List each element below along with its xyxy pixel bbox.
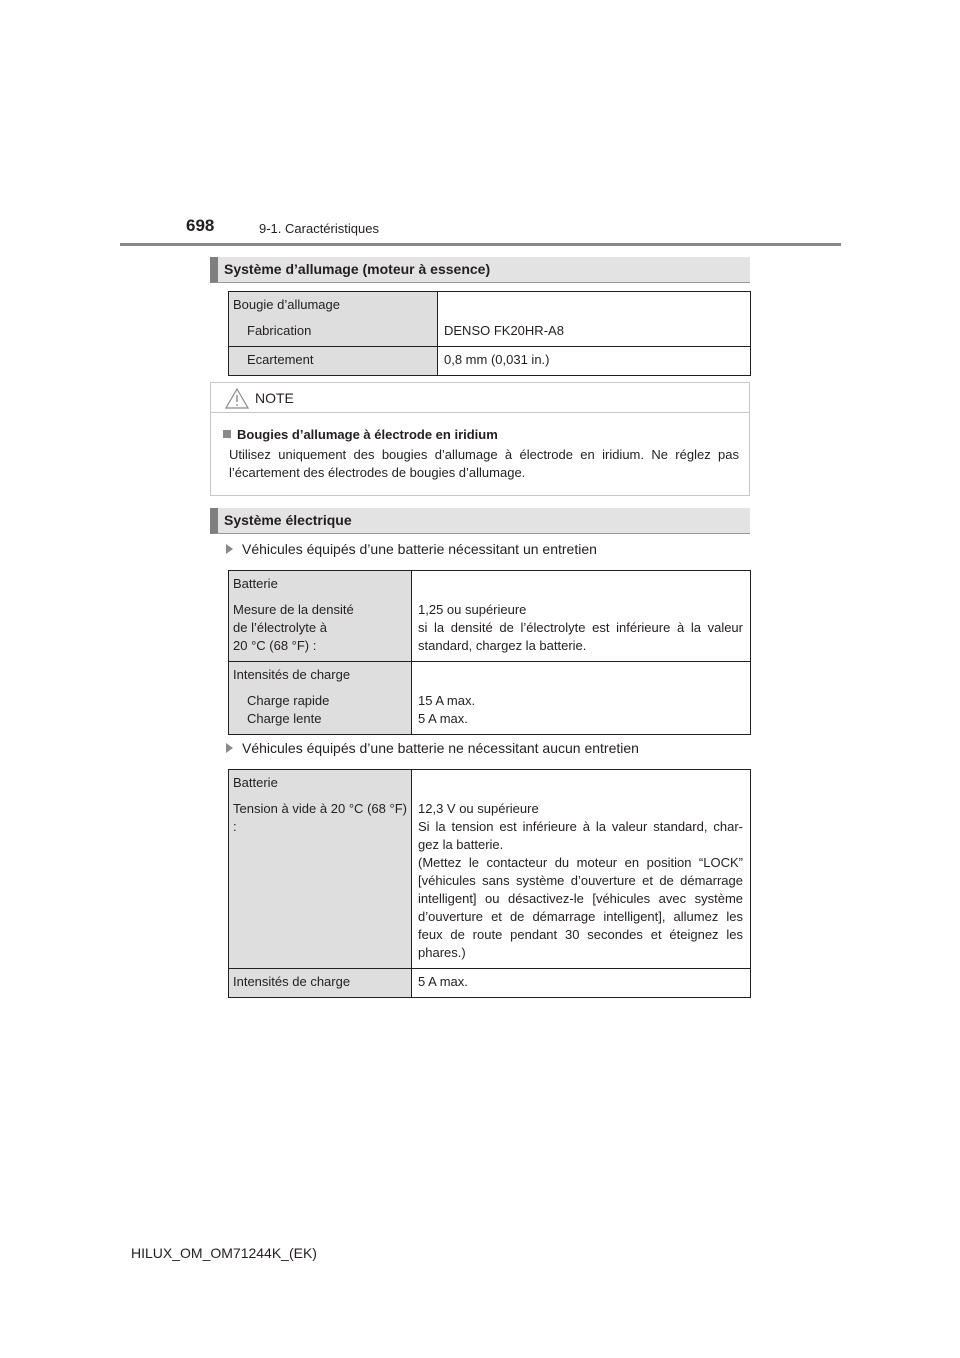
note-title: NOTE bbox=[255, 390, 294, 406]
section-electrical-header bbox=[210, 508, 750, 534]
gap-label-cell bbox=[229, 347, 438, 376]
battery-label: Batterie bbox=[233, 775, 278, 790]
gap-value: 0,8 mm (0,031 in.) bbox=[444, 352, 550, 367]
note-box bbox=[210, 382, 750, 496]
gap-value-cell bbox=[438, 347, 751, 376]
maintained-battery-heading bbox=[226, 541, 597, 557]
density-label-line: Mesure de la densité bbox=[233, 602, 354, 617]
density-value-cell bbox=[412, 571, 751, 662]
voltage-value-cell bbox=[412, 770, 751, 969]
section-ignition-title: Système d’allumage (moteur à essence) bbox=[224, 261, 491, 277]
gap-label: Ecartement bbox=[247, 352, 314, 367]
table-row bbox=[229, 347, 751, 376]
note-heading bbox=[223, 427, 498, 442]
battery-label-cell bbox=[229, 770, 412, 969]
note-header bbox=[211, 383, 749, 413]
maintenance-free-heading-text: Véhicules équipés d’une batterie ne nécessitant aucun entretien bbox=[242, 740, 639, 756]
triangle-bullet-icon bbox=[226, 743, 233, 753]
quick-charge-value: 15 A max. bbox=[418, 693, 476, 708]
spark-plug-label-cell bbox=[229, 292, 438, 347]
header-divider bbox=[120, 243, 841, 246]
voltage-value bbox=[412, 792, 750, 968]
footer-model-code: HILUX_OM_OM71244K_(EK) bbox=[131, 1245, 317, 1261]
charge-value-cell bbox=[412, 969, 751, 998]
charge-label-cell bbox=[229, 969, 412, 998]
density-label bbox=[229, 593, 411, 661]
charge-value: 5 A max. bbox=[418, 974, 468, 989]
triangle-bullet-icon bbox=[226, 544, 233, 554]
maintenance-free-battery-table bbox=[228, 769, 751, 998]
maintained-heading-text: Véhicules équipés d’une batterie nécessitant un entretien bbox=[242, 541, 597, 557]
table-row bbox=[229, 969, 751, 998]
charge-label: Intensités de charge bbox=[233, 667, 351, 682]
density-value bbox=[412, 593, 750, 661]
chapter-title: 9-1. Caractéristiques bbox=[259, 221, 379, 236]
make-value-cell bbox=[438, 292, 751, 347]
voltage-value-line: 12,3 V ou supérieure bbox=[418, 801, 539, 816]
make-value: DENSO FK20HR-A8 bbox=[444, 323, 564, 338]
section-electrical-title: Système électrique bbox=[224, 512, 352, 528]
density-value-line: si la densité de l’électrolyte est inférieure à la valeur standard, chargez la batterie. bbox=[418, 620, 743, 653]
battery-label-cell bbox=[229, 571, 412, 662]
note-body: Utilisez uniquement des bougies d’allumage à électrode en iridium. Ne réglez pas l’écartement des électrodes de bougies d’allumage. bbox=[229, 447, 739, 480]
charge-value-cell bbox=[412, 662, 751, 735]
maintenance-free-battery-heading bbox=[226, 740, 639, 756]
charge-values bbox=[412, 684, 750, 734]
charge-types bbox=[229, 684, 411, 734]
voltage-value-line: (Mettez le contacteur du moteur en position “LOCK” [véhicules sans système d’ouverture et de démarrage intelligent] ou désactivez-le [véhicules avec système d’ouverture et de démarrage intelligent], allumez les feux de route pendant 30 secondes et éteignez les phares.) bbox=[418, 855, 743, 960]
density-label-line: 20 °C (68 °F) : bbox=[233, 638, 317, 653]
density-value-line: 1,25 ou supérieure bbox=[418, 602, 527, 617]
density-label-line: de l’électrolyte à bbox=[233, 620, 327, 635]
section-ignition-header bbox=[210, 257, 750, 283]
make-label: Fabrication bbox=[247, 323, 312, 338]
quick-charge-label: Charge rapide bbox=[247, 693, 330, 708]
slow-charge-label: Charge lente bbox=[247, 711, 322, 726]
battery-label: Batterie bbox=[233, 576, 278, 591]
charge-label: Intensités de charge bbox=[233, 974, 351, 989]
table-row bbox=[229, 770, 751, 969]
ignition-spec-table bbox=[228, 291, 751, 376]
table-row bbox=[229, 292, 751, 347]
warning-triangle-icon bbox=[225, 388, 249, 414]
voltage-label: Tension à vide à 20 °C (68 °F) : bbox=[233, 801, 407, 834]
page-number: 698 bbox=[186, 216, 215, 235]
slow-charge-value: 5 A max. bbox=[418, 711, 468, 726]
note-heading-text: Bougies d’allumage à électrode en iridium bbox=[237, 427, 498, 442]
square-bullet-icon bbox=[223, 430, 231, 438]
spark-plug-label: Bougie d’allumage bbox=[233, 297, 340, 312]
maintained-battery-table bbox=[228, 570, 751, 735]
voltage-value-line: Si la tension est inférieure à la valeur standard, char-gez la batterie. bbox=[418, 819, 743, 852]
charge-label-cell bbox=[229, 662, 412, 735]
table-row bbox=[229, 571, 751, 662]
table-row bbox=[229, 662, 751, 735]
